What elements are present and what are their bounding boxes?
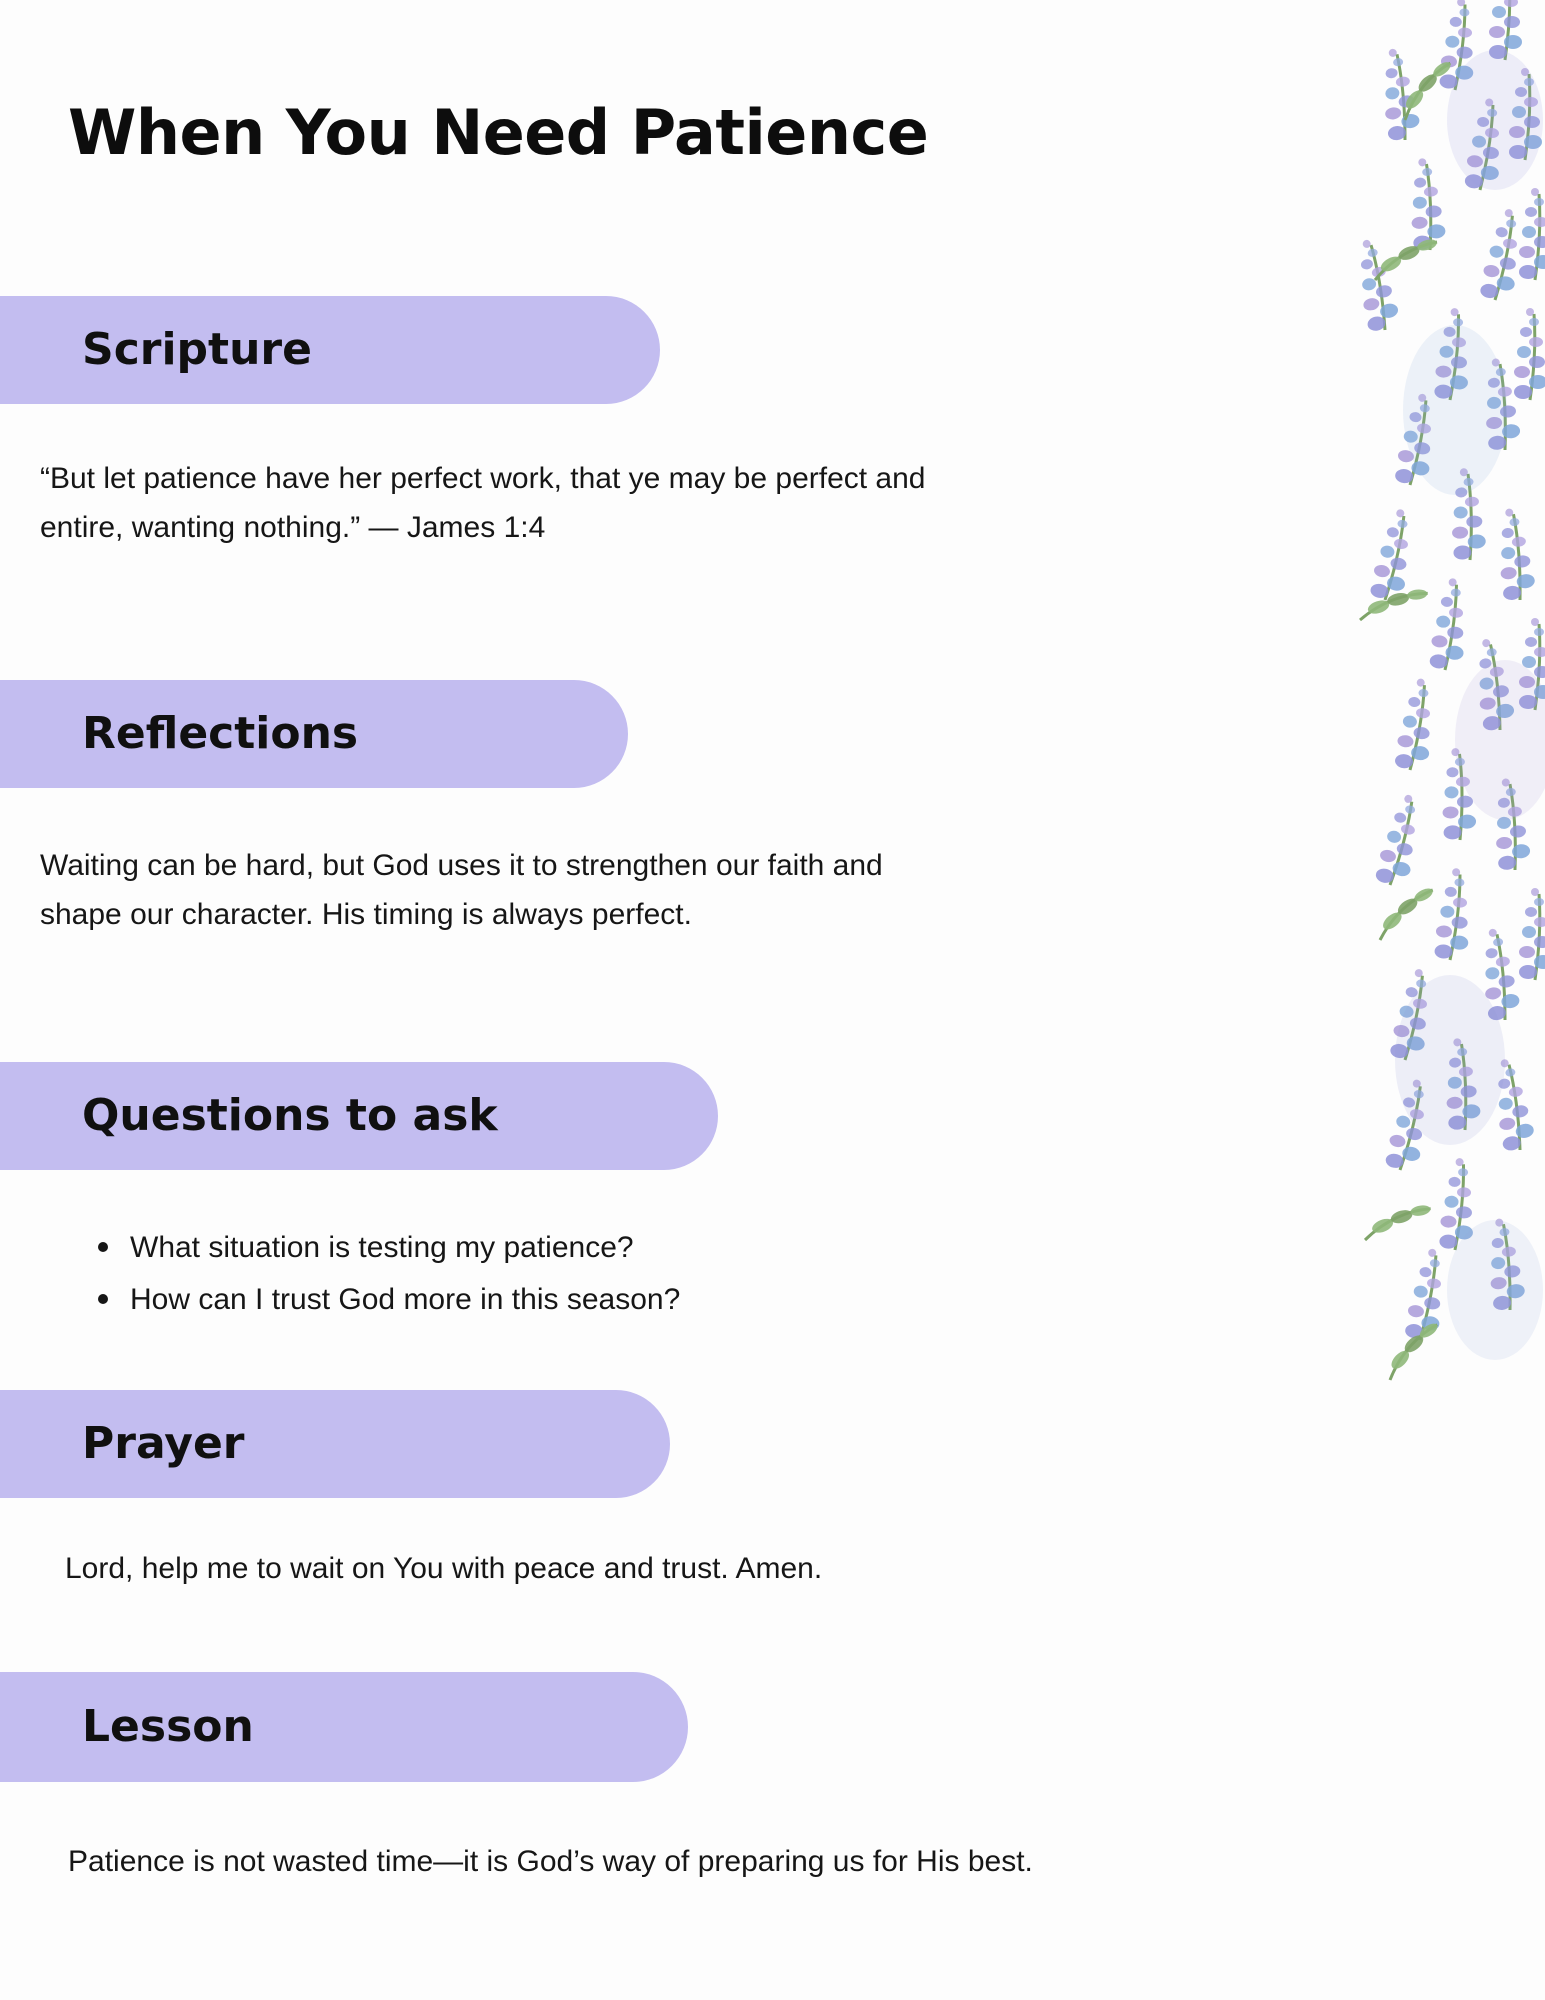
section-heading-prayer: [0, 1390, 670, 1498]
section-body-scripture: “But let patience have her perfect work, that ye may be perfect and entire, wanting nothing.” — James 1:4: [40, 462, 926, 544]
lavender-floral-border-icon: [1205, 0, 1545, 1440]
section-heading-label: Scripture: [82, 324, 312, 375]
section-heading-reflections: [0, 680, 628, 788]
section-heading-lesson: [0, 1672, 688, 1782]
section-body-prayer: Lord, help me to wait on You with peace and trust. Amen.: [65, 1552, 823, 1585]
section-body-reflections: Waiting can be hard, but God uses it to strengthen our faith and shape our character. His timing is always perfect.: [40, 849, 883, 931]
section-body-lesson: Patience is not wasted time—it is God’s way of preparing us for His best.: [68, 1845, 1033, 1878]
section-heading-label: Reflections: [82, 708, 359, 759]
list-item: How can I trust God more in this season?: [88, 1274, 1088, 1326]
questions-list: [88, 1222, 1088, 1325]
section-heading-label: Lesson: [82, 1701, 254, 1752]
section-heading-scripture: [0, 296, 660, 404]
list-item: What situation is testing my patience?: [88, 1222, 1088, 1274]
section-heading-questions: [0, 1062, 718, 1170]
section-heading-label: Prayer: [82, 1418, 245, 1469]
page-title: When You Need Patience: [68, 96, 929, 169]
section-heading-label: Questions to ask: [82, 1090, 498, 1141]
